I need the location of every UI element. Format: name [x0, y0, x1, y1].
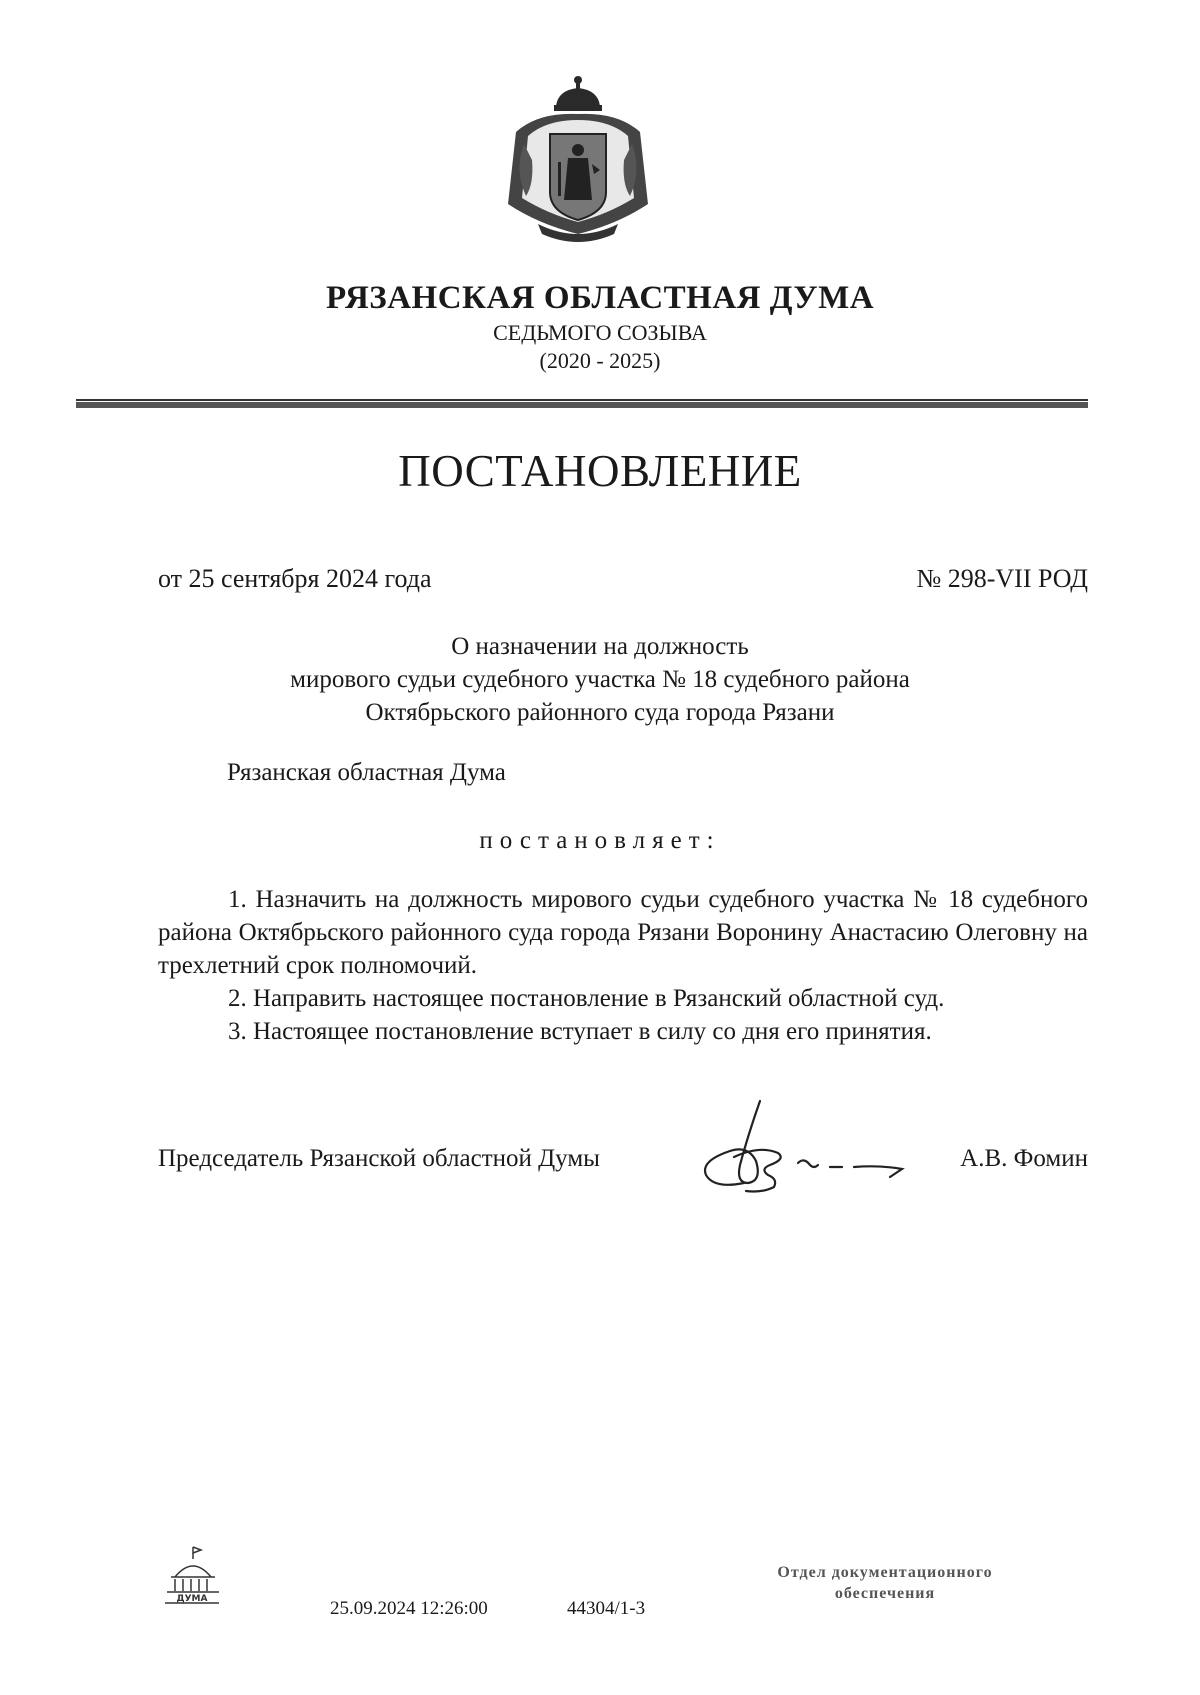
- resolves-word: постановляет:: [479, 827, 721, 854]
- term-years: (2020 - 2025): [539, 348, 661, 373]
- coat-of-arms-icon: [498, 74, 658, 249]
- document-subject: [40, 630, 1160, 729]
- department-stamp: [735, 1562, 1035, 1604]
- document-type: ПОСТАНОВЛЕНИЕ: [398, 446, 802, 496]
- subject-line: О назначении на должность: [451, 633, 749, 660]
- document-number: № 298-VII РОД: [916, 564, 1088, 593]
- convocation: СЕДЬМОГО СОЗЫВА: [493, 320, 707, 345]
- issuer: Рязанская областная Дума: [227, 759, 506, 786]
- signatory-name: А.В. Фомин: [960, 1145, 1088, 1172]
- footer-registration-number: 44304/1-3: [567, 1598, 646, 1619]
- document-date: от 25 сентября 2024 года: [158, 564, 432, 593]
- organization-name: РЯЗАНСКАЯ ОБЛАСТНАЯ ДУМА: [325, 280, 875, 316]
- resolution-paragraph: 1. Назначить на должность мирового судьи судебного участка № 18 судебного района Октябрьского районного суда города Рязани Воронину Анастасию Олеговну на трехлетний срок полномочий.: [158, 886, 1088, 979]
- stamp-line: Отдел документационного: [777, 1564, 993, 1581]
- resolution-paragraph: 2. Направить настоящее постановление в Рязанский областной суд.: [228, 985, 945, 1012]
- header-divider: [76, 399, 1088, 408]
- footer-timestamp: 25.09.2024 12:26:00: [330, 1598, 488, 1619]
- resolution-paragraph: 3. Настоящее постановление вступает в силу со дня его принятия.: [228, 1018, 932, 1045]
- resolution-body: [158, 883, 1088, 1048]
- duma-building-icon: [163, 1545, 221, 1605]
- handwritten-signature: [690, 1095, 920, 1200]
- signatory-title: Председатель Рязанской областной Думы: [158, 1145, 600, 1172]
- svg-text:ДУМА: ДУМА: [176, 1594, 208, 1604]
- subject-line: мирового судьи судебного участка № 18 судебного района: [290, 666, 910, 693]
- subject-line: Октябрьского районного суда города Рязани: [365, 699, 835, 726]
- stamp-line: обеспечения: [834, 1585, 936, 1602]
